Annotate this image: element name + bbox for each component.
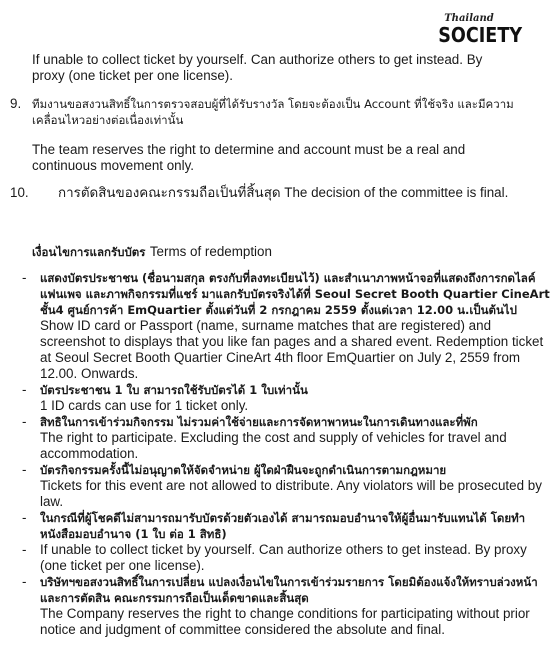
list-item: - บัตรประชาชน 1 ใบ สามารถใช้รับบัตรได้ 1 ใบเท่านั้น 1 ID cards can use for 1 ticket only. bbox=[0, 382, 550, 414]
heading-thai: เงื่อนไขการแลกรับบัตร bbox=[32, 245, 146, 259]
term-thai: ในกรณีที่ผู้โชคดีไม่สามารถมารับบัตรด้วยตัวเองได้ สามารถมอบอำนาจให้ผู้อื่นมารับแทนได้ โดยทำหนังสือมอบอำนาจ (1 ใบ ต่อ 1 สิทธิ) bbox=[40, 511, 526, 541]
term-thai: บัตรกิจกรรมครั้งนี้ไม่อนุญาตให้จัดจำหน่าย ผู้ใดฝ่าฝืนจะถูกดำเนินการตามกฎหมาย bbox=[40, 463, 447, 477]
term-english: Show ID card or Passport (name, surname matches that are registered) and screenshot to displays that you like fan pages and a shared event. Redemption ticket at Seoul Secret Booth Quartier CineArt 4th floor EmQuartier on July 2, 2559 from 12.00. Onwards. bbox=[40, 318, 544, 381]
term-english: 1 ID cards can use for 1 ticket only. bbox=[40, 398, 249, 413]
heading-english: Terms of redemption bbox=[149, 244, 272, 259]
proxy-note: If unable to collect ticket by yourself. Can authorize others to get instead. By proxy (one ticket per one license). bbox=[32, 52, 483, 83]
term-english: The right to participate. Excluding the cost and supply of vehicles for travel and accommodation. bbox=[40, 430, 507, 461]
term-thai: แสดงบัตรประชาชน (ชื่อนามสกุล ตรงกับที่ลงทะเบียนไว้) และสำเนาภาพหน้าจอที่แสดงถึงการกดไลค์แฟนเพจ และภาพกิจกรรมที่แชร์ มาแลกรับบัตรจริงได้ที่ Seoul Secret Booth Quartier CineArt ชั้น4 ศูนย์การค้า EmQuartier ตั้งแต่วันที่ 2 กรกฎาคม 2559 ตั้งแต่เวลา 12.00 น.เป็นต้นไป bbox=[40, 271, 550, 317]
list-item: - บัตรกิจกรรมครั้งนี้ไม่อนุญาตให้จัดจำหน่าย ผู้ใดฝ่าฝืนจะถูกดำเนินการตามกฎหมาย Tickets for this event are not allowed to distribute. Any violators will be prosecuted by law. bbox=[0, 462, 550, 510]
rule-number: 9. bbox=[10, 96, 22, 111]
term-english: The Company reserves the right to change conditions for participating without prior notice and judgment of committee considered the absolute and final. bbox=[40, 606, 530, 637]
term-thai: บัตรประชาชน 1 ใบ สามารถใช้รับบัตรได้ 1 ใบเท่านั้น bbox=[40, 383, 308, 397]
logo-small-text: Thailand bbox=[444, 13, 494, 24]
term-thai: สิทธิในการเข้าร่วมกิจกรรม ไม่รวมค่าใช้จ่ายและการจัดหาพาหนะในการเดินทางและที่พัก bbox=[40, 415, 478, 429]
redemption-heading bbox=[32, 243, 502, 262]
rule-thai-text: ทีมงานขอสงวนสิทธิ์ในการตรวจสอบผู้ที่ได้รับรางวัล โดยจะต้องเป็น Account ที่ใช้จริง และมีความเคลื่อนไหวอย่างต่อเนื่องเท่านั้น bbox=[32, 97, 514, 127]
list-item: - แสดงบัตรประชาชน (ชื่อนามสกุล ตรงกับที่ลงทะเบียนไว้) และสำเนาภาพหน้าจอที่แสดงถึงการกดไลค์แฟนเพจ และภาพกิจกรรมที่แชร์ มาแลกรับบัตรจริงได้ที่ Seoul Secret Booth Quartier CineArt ชั้น4 ศูนย์การค้า EmQuartier ตั้งแต่วันที่ 2 กรกฎาคม 2559 ตั้งแต่เวลา 12.00 น.เป็นต้นไป Show ID card or Passport (name, surname matches that are registered) and screenshot to displays that you like fan pages and a shared event. Redemption ticket at Seoul Secret Booth Quartier CineArt 4th floor EmQuartier on July 2, 2559 from 12.00. Onwards. bbox=[22, 270, 550, 381]
rule-english-text: The team reserves the right to determine and account must be a real and continuous movement only. bbox=[32, 142, 466, 173]
list-item: - บริษัทฯขอสงวนสิทธิ์ในการเปลี่ยน แปลงเงื่อนไขในการเข้าร่วมรายการ โดยมิต้องแจ้งให้ทราบล่วงหน้าและการตัดสิน คณะกรรมการถือเป็นเด็ดขาดและสิ้นสุด The Company reserves the right to change conditions for participating without prior notice and judgment of committee considered the absolute and final. bbox=[0, 574, 550, 638]
thailand-society-logo bbox=[434, 13, 523, 47]
term-english: If unable to collect ticket by yourself. Can authorize others to get instead. By proxy (one ticket per one license). bbox=[40, 542, 527, 573]
term-english: Tickets for this event are not allowed to distribute. Any violators will be prosecuted by law. bbox=[40, 478, 542, 509]
list-item: - If unable to collect ticket by yourself. Can authorize others to get instead. By proxy (one ticket per one license). bbox=[0, 542, 550, 574]
list-item: - ในกรณีที่ผู้โชคดีไม่สามารถมารับบัตรด้วยตัวเองได้ สามารถมอบอำนาจให้ผู้อื่นมารับแทนได้ โดยทำหนังสือมอบอำนาจ (1 ใบ ต่อ 1 สิทธิ) bbox=[0, 510, 550, 542]
redemption-terms-list bbox=[0, 270, 550, 638]
term-thai: บริษัทฯขอสงวนสิทธิ์ในการเปลี่ยน แปลงเงื่อนไขในการเข้าร่วมรายการ โดยมิต้องแจ้งให้ทราบล่วงหน้าและการตัดสิน คณะกรรมการถือเป็นเด็ดขาดและสิ้นสุด bbox=[40, 575, 538, 605]
list-item: - สิทธิในการเข้าร่วมกิจกรรม ไม่รวมค่าใช้จ่ายและการจัดหาพาหนะในการเดินทางและที่พัก The right to participate. Excluding the cost and supply of vehicles for travel and accommodation. bbox=[0, 414, 550, 462]
logo-big-text: SOCIETY bbox=[438, 23, 523, 47]
rule-text: การตัดสินของคณะกรรมถือเป็นที่สิ้นสุด The decision of the committee is final. bbox=[58, 185, 509, 200]
rule-number: 10. bbox=[10, 185, 29, 200]
